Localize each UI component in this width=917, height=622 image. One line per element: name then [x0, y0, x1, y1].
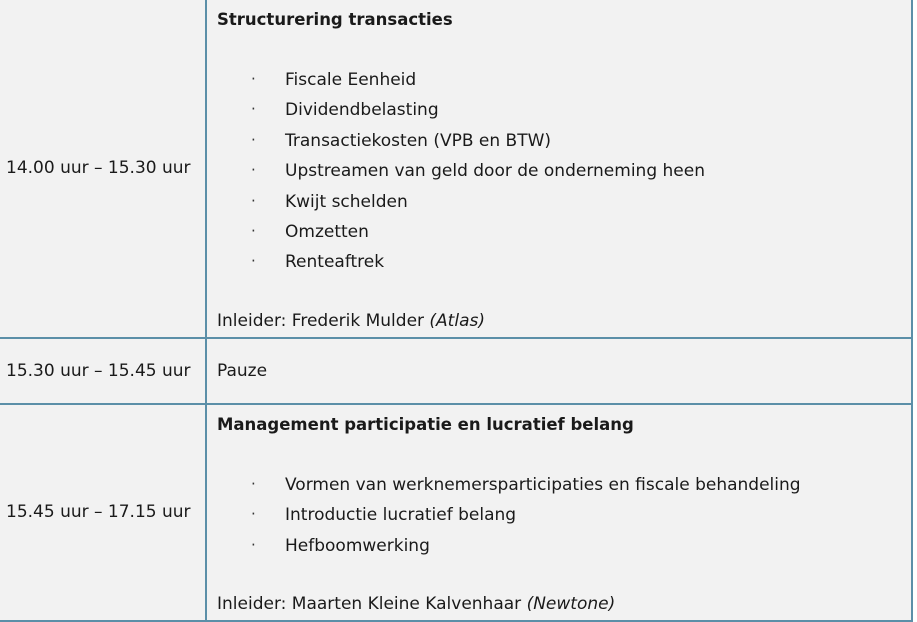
- topic-label: Vormen van werknemersparticipaties en fiscale behandeling: [285, 474, 801, 495]
- bullet-icon: ·: [251, 252, 256, 271]
- time-cell: [0, 404, 206, 621]
- time-cell: [0, 0, 206, 338]
- speaker-prefix: Inleider:: [217, 310, 287, 331]
- session-title: Management participatie en lucratief belang: [217, 414, 634, 434]
- topic-label: Transactiekosten (VPB en BTW): [285, 130, 552, 151]
- speaker-line: [217, 594, 903, 614]
- schedule-row: [0, 404, 912, 621]
- topic-item: [217, 161, 903, 191]
- session-cell: [206, 338, 912, 404]
- topic-item: [217, 70, 903, 100]
- break-label: Pauze: [217, 360, 268, 381]
- topic-item: [217, 505, 903, 535]
- bullet-icon: ·: [251, 161, 256, 180]
- topic-item: [217, 131, 903, 161]
- bullet-icon: ·: [251, 221, 256, 240]
- speaker-name: Maarten Kleine Kalvenhaar: [291, 593, 522, 614]
- time-slot: 15.45 uur – 17.15 uur: [6, 502, 191, 523]
- topic-label: Omzetten: [285, 221, 369, 242]
- topic-label: Introductie lucratief belang: [285, 505, 517, 526]
- speaker-organization: (Newtone): [526, 593, 616, 614]
- bullet-icon: ·: [251, 505, 256, 524]
- time-slot: 15.30 uur – 15.45 uur: [6, 360, 191, 381]
- schedule-row: [0, 338, 912, 404]
- speaker-name: Frederik Mulder: [291, 310, 425, 331]
- topic-item: [217, 252, 903, 282]
- speaker-line: [217, 311, 903, 331]
- bullet-icon: ·: [251, 191, 256, 210]
- session-cell: [206, 0, 912, 338]
- session-cell: [206, 404, 912, 621]
- topic-item: [217, 222, 903, 252]
- time-cell: [0, 338, 206, 404]
- bullet-icon: ·: [251, 130, 256, 149]
- topic-label: Renteaftrek: [285, 252, 385, 273]
- topic-label: Kwijt schelden: [285, 191, 408, 212]
- speaker-prefix: Inleider:: [217, 593, 287, 614]
- topic-label: Dividendbelasting: [285, 100, 439, 121]
- topic-item: [217, 536, 903, 566]
- topic-list: [217, 70, 903, 283]
- time-slot: 14.00 uur – 15.30 uur: [6, 158, 191, 179]
- topic-label: Fiscale Eenheid: [285, 70, 417, 90]
- session-title: Structurering transacties: [217, 10, 453, 29]
- topic-label: Hefboomwerking: [285, 535, 430, 556]
- topic-item: [217, 192, 903, 222]
- bullet-icon: ·: [251, 474, 256, 493]
- bullet-icon: ·: [251, 100, 256, 119]
- topic-list: [217, 475, 903, 566]
- bullet-icon: ·: [251, 70, 256, 88]
- topic-label: Upstreamen van geld door de onderneming heen: [285, 161, 705, 182]
- topic-item: [217, 475, 903, 505]
- topic-item: [217, 100, 903, 130]
- bullet-icon: ·: [251, 535, 256, 554]
- speaker-organization: (Atlas): [429, 310, 485, 331]
